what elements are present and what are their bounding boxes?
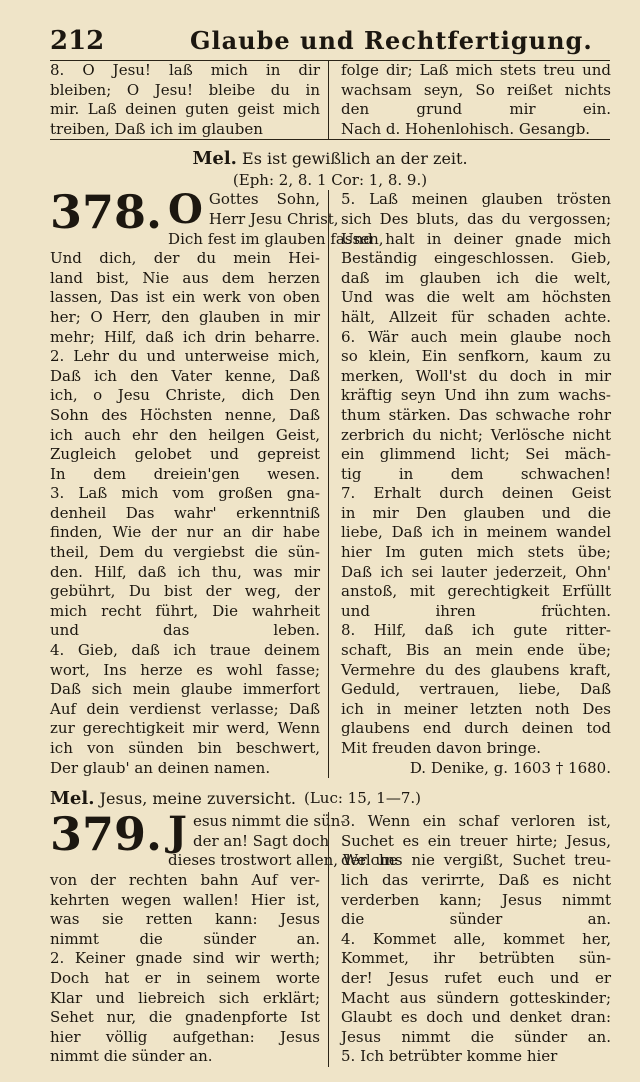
verse-line: In dem dreiein'gen wesen. — [50, 464, 320, 483]
verse-line: treiben, Daß ich im glauben — [50, 119, 263, 138]
verse-line: finden, Wie der nur an dir habe — [50, 523, 320, 542]
verse-line: Kommet, ihr betrübten sün- — [341, 949, 611, 968]
verse-line: 4. Gieb, daß ich traue deinem — [50, 641, 320, 660]
verse-line: so klein, Ein senfkorn, kaum zu — [341, 347, 611, 366]
verse-line: Auf dein verdienst verlasse; Daß — [50, 699, 320, 718]
verse-line: wort, Ins herze es wohl fasse; — [50, 660, 320, 679]
verse-line: Und was die welt am höchsten — [341, 288, 611, 307]
verse-line: Geduld, vertrauen, liebe, Daß — [341, 680, 611, 699]
verse-line: 8. Hilf, daß ich gute ritter- — [341, 621, 611, 640]
verse-line: 3. Laß mich vom großen gna- — [50, 484, 320, 503]
verse-line: hält, Allzeit für schaden achte. — [341, 307, 611, 326]
verse-line: zur gerechtigkeit mir werd, Wenn — [50, 719, 320, 738]
verse-line: Nach d. Hohenlohisch. Gesangb. — [341, 119, 591, 138]
verse-line: Daß ich den Vater kenne, Daß — [50, 366, 320, 385]
page-header — [50, 26, 610, 60]
verse-line: Dich fest im glauben fassen, — [168, 229, 384, 248]
verse-line: Und halt in deiner gnade mich — [341, 229, 611, 248]
verse-line: nimmt die sünder an. — [50, 1047, 213, 1066]
verse-line: von der rechten bahn Auf ver- — [50, 870, 320, 889]
verse-line: theil, Dem du vergiebst die sün- — [50, 543, 320, 562]
verse-line: land bist, Nie aus dem herzen — [50, 268, 320, 287]
verse-line: den grund mir ein. — [341, 100, 611, 119]
hymn-number: 379. — [50, 807, 163, 862]
hymn-378-columns — [50, 185, 611, 778]
hymn-378-right-column — [328, 190, 611, 778]
hymn-379-right-column — [328, 812, 611, 1067]
verse-line: Beständig eingeschlossen. Gieb, — [341, 249, 611, 268]
verse-line: ein glimmend licht; Sei mäch- — [341, 445, 611, 464]
verse-line: ich auch ehr den heilgen Geist, — [50, 425, 320, 444]
verse-line: daß im glauben ich die welt, — [341, 268, 611, 287]
verse-line: kräftig seyn Und ihn zum wachs- — [341, 386, 611, 405]
verse-line: 7. Erhalt durch deinen Geist — [341, 484, 611, 503]
verse-line: 8. O Jesu! laß mich in dir — [50, 61, 320, 79]
verse-line: gebührt, Du bist der weg, der — [50, 582, 320, 601]
verse-line: anstoß, mit gerechtigkeit Erfüllt — [341, 582, 611, 601]
top-right-column — [328, 61, 611, 139]
verse-line: Daß sich mein glaube immerfort — [50, 680, 320, 699]
verse-line: der uns nie vergißt, Suchet treu- — [341, 851, 611, 870]
verse-line: die sünder an. — [341, 910, 611, 929]
verse-line: 5. Ich betrübter komme hier — [341, 1047, 558, 1066]
verse-line: tig in dem schwachen! — [341, 464, 611, 483]
verse-line: wachsam seyn, So reißet nichts — [341, 80, 611, 99]
verse-line: bleiben; O Jesu! bleibe du in — [50, 80, 320, 99]
verse-line: mehr; Hilf, daß ich drin beharre. — [50, 327, 320, 346]
verse-line: Suchet es ein treuer hirte; Jesus, — [341, 831, 611, 850]
verse-line: den. Hilf, daß ich thu, was mir — [50, 562, 320, 581]
verse-line: 2. Lehr du und unterweise mich, — [50, 347, 320, 366]
hymn-378-references: (Eph: 2, 8. 1 Cor: 1, 8. 9.) — [232, 171, 428, 190]
verse-line: dieses trostwort allen, Welche — [168, 851, 398, 870]
verse-line: der an! Sagt doch — [192, 831, 330, 850]
drop-cap: O — [168, 186, 203, 234]
melody-label: Mel. — [50, 787, 95, 809]
verse-line: Sehet nur, die gnadenpforte Ist — [50, 1008, 320, 1027]
verse-line: lich das verirrte, Daß es nicht — [341, 870, 611, 889]
melody-label: Mel. — [192, 148, 237, 170]
verse-line: Und dich, der du mein Hei- — [50, 249, 320, 268]
verse-line: Sohn des Höchsten nenne, Daß — [50, 405, 320, 424]
verse-line: Mit freuden davon bringe. — [341, 739, 542, 757]
verse-line: kehrten wegen wallen! Hier ist, — [50, 890, 320, 909]
verse-line: mich recht führt, Die wahrheit — [50, 601, 320, 620]
melody-title: Jesus, meine zuversicht. — [99, 788, 296, 808]
verse-line: ich, o Jesu Christe, dich Den — [50, 386, 320, 405]
verse-line: Doch hat er in seinem worte — [50, 968, 320, 987]
verse-line: ich in meiner letzten noth Des — [341, 699, 611, 718]
hymn-author: D. Denike, g. 1603 † 1680. — [409, 758, 611, 777]
verse-line: und das leben. — [50, 621, 320, 640]
verse-line: 5. Laß meinen glauben trösten — [341, 190, 611, 209]
verse-line: 6. Wär auch mein glaube noch — [341, 327, 611, 346]
verse-line: glaubens end durch deinen tod — [341, 719, 611, 738]
verse-line: nimmt die sünder an. — [50, 929, 320, 948]
drop-cap: J — [168, 808, 187, 856]
verse-line: thum stärken. Das schwache rohr — [341, 405, 611, 424]
verse-line: her; O Herr, den glauben in mir — [50, 307, 320, 326]
verse-line: 3. Wenn ein schaf verloren ist, — [341, 812, 611, 831]
hymn-378-left-column — [50, 185, 384, 778]
hymn-379-left-column — [50, 807, 398, 1067]
verse-line: Der glaub' an deinen namen. — [50, 758, 271, 777]
top-verse-columns — [50, 61, 610, 139]
verse-line: Gottes Sohn, — [208, 190, 320, 209]
verse-line: liebe, Daß ich in meinem wandel — [341, 523, 611, 542]
verse-line: was sie retten kann: Jesus — [50, 910, 320, 929]
verse-line: Macht aus sündern gotteskinder; — [341, 988, 611, 1007]
verse-line: 2. Keiner gnade sind wir werth; — [50, 949, 320, 968]
verse-line: sich Des bluts, das du vergossen; — [341, 209, 611, 228]
hymn-number: 378. — [50, 185, 163, 240]
melody-title: Es ist gewißlich an der zeit. — [242, 149, 468, 169]
verse-line: Glaubt es doch und denket dran: — [341, 1008, 611, 1027]
hymn-379-references: (Luc: 15, 1—7.) — [303, 789, 422, 808]
verse-line: in mir Den glauben und die — [341, 503, 611, 522]
verse-line: esus nimmt die sün- — [192, 812, 346, 831]
page-number: 212 — [50, 26, 105, 56]
verse-line: Daß ich sei lauter jederzeit, Ohn' — [341, 562, 611, 581]
verse-line: lassen, Das ist ein werk von oben — [50, 288, 320, 307]
verse-line: hier völlig aufgethan: Jesus — [50, 1027, 320, 1046]
verse-line: 4. Kommet alle, kommet her, — [341, 929, 611, 948]
verse-line: der! Jesus rufet euch und er — [341, 968, 611, 987]
verse-line: und ihren früchten. — [341, 601, 611, 620]
verse-line: Zugleich gelobet und gepreist — [50, 445, 320, 464]
verse-line: denheil Das wahr' erkenntniß — [50, 503, 320, 522]
top-left-column — [50, 61, 320, 139]
verse-line: zerbrich du nicht; Verlösche nicht — [341, 425, 611, 444]
verse-line: folge dir; Laß mich stets treu und — [341, 61, 611, 79]
verse-line: mir. Laß deinen guten geist mich — [50, 100, 320, 119]
verse-line: merken, Woll'st du doch in mir — [341, 366, 611, 385]
hymn-378-melody — [50, 140, 610, 170]
verse-line: Vermehre du des glaubens kraft, — [341, 660, 611, 679]
verse-line: hier Im guten mich stets übe; — [341, 543, 611, 562]
verse-line: Jesus nimmt die sünder an. — [341, 1027, 611, 1046]
verse-line: Herr Jesu Christ, — [208, 209, 339, 228]
verse-line: ich von sünden bin beschwert, — [50, 739, 320, 757]
verse-line: Klar und liebreich sich erklärt; — [50, 988, 320, 1007]
hymn-379-columns — [50, 807, 611, 1067]
verse-line: schaft, Bis an mein ende übe; — [341, 641, 611, 660]
running-head: Glaube und Rechtfertigung. — [190, 26, 593, 55]
verse-line: verderben kann; Jesus nimmt — [341, 890, 611, 909]
